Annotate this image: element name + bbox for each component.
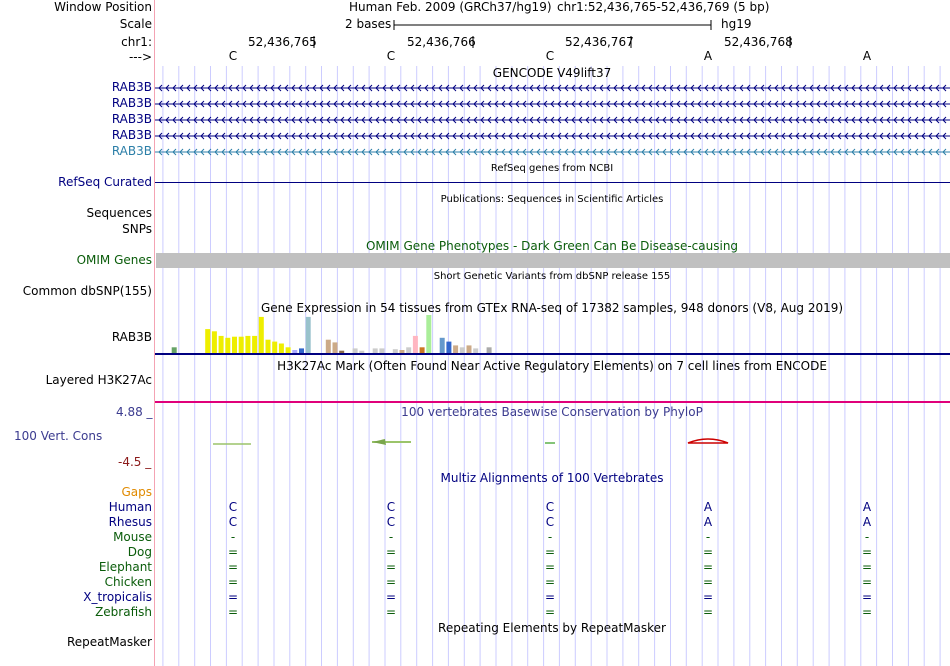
multiz-base: = <box>862 545 873 559</box>
gtex-tissue-bar[interactable] <box>440 338 445 353</box>
gtex-tissue-bar[interactable] <box>259 317 264 353</box>
gtex-tissue-bar[interactable] <box>172 347 177 353</box>
publications-snps-label[interactable]: SNPs <box>122 222 152 236</box>
dbsnp-label[interactable]: Common dbSNP(155) <box>22 284 152 298</box>
multiz-base: = <box>703 590 714 604</box>
multiz-base: C <box>386 515 396 529</box>
gtex-tissue-bar[interactable] <box>406 347 411 353</box>
base-3: C <box>545 49 555 63</box>
multiz-base: = <box>228 560 239 574</box>
gtex-label[interactable]: RAB3B <box>111 330 152 344</box>
base-4: A <box>703 49 713 63</box>
gtex-tissue-bar[interactable] <box>473 348 478 353</box>
gencode-transcripts[interactable] <box>155 80 950 160</box>
multiz-base: C <box>386 500 396 514</box>
coord-3: 52,436,767 <box>565 35 634 49</box>
multiz-base: = <box>386 560 397 574</box>
db-name: hg19 <box>721 17 752 31</box>
multiz-base: C <box>545 515 555 529</box>
strand-arrow-label: ---> <box>128 50 152 64</box>
gencode-gene-label-5[interactable]: RAB3B <box>111 144 152 158</box>
repeatmasker-track-title: Repeating Elements by RepeatMasker <box>438 621 666 635</box>
multiz-base: = <box>703 605 714 619</box>
repeatmasker-label[interactable]: RepeatMasker <box>66 635 152 649</box>
gtex-tissue-bar[interactable] <box>205 329 210 353</box>
gtex-tissue-bar[interactable] <box>379 348 384 353</box>
coord-1: 52,436,765 <box>248 35 317 49</box>
gtex-tissue-bar[interactable] <box>487 347 492 353</box>
omim-gene-bar[interactable] <box>156 253 950 268</box>
gtex-tissue-bar[interactable] <box>467 345 472 353</box>
gtex-tissue-bar[interactable] <box>446 342 451 353</box>
gencode-gene-label-2[interactable]: RAB3B <box>111 96 152 110</box>
multiz-base: - <box>230 530 236 544</box>
multiz-base: - <box>705 530 711 544</box>
publications-track-title: Publications: Sequences in Scientific Articles <box>440 194 664 205</box>
multiz-base: - <box>547 530 553 544</box>
multiz-base: = <box>386 575 397 589</box>
multiz-base: = <box>386 590 397 604</box>
gtex-tissue-bar[interactable] <box>286 347 291 353</box>
gtex-tissue-bar[interactable] <box>225 338 230 353</box>
multiz-base: = <box>703 560 714 574</box>
conservation-ymax: 4.88 _ <box>116 405 153 419</box>
scale-text: 2 bases <box>345 17 392 31</box>
publications-sequences-label[interactable]: Sequences <box>86 206 152 220</box>
gencode-gene-label-4[interactable]: RAB3B <box>111 128 152 142</box>
gencode-track-title: GENCODE V49lift37 <box>492 66 612 80</box>
gtex-tissue-bar[interactable] <box>426 315 431 353</box>
gtex-tissue-bar[interactable] <box>400 350 405 353</box>
multiz-base: A <box>862 515 872 529</box>
gtex-tissue-bar[interactable] <box>453 345 458 353</box>
gtex-tissue-bar[interactable] <box>252 336 257 353</box>
gtex-tissue-bar[interactable] <box>232 337 237 353</box>
refseq-label[interactable]: RefSeq Curated <box>58 175 152 189</box>
gtex-tissue-bar[interactable] <box>353 348 358 353</box>
gtex-tissue-bar[interactable] <box>359 351 364 353</box>
gtex-tissue-bar[interactable] <box>272 342 277 353</box>
multiz-base: C <box>228 515 238 529</box>
conservation-track-title: 100 vertebrates Basewise Conservation by PhyloP <box>401 405 703 419</box>
h3k27ac-signal-line[interactable] <box>155 401 950 403</box>
h3k27ac-label[interactable]: Layered H3K27Ac <box>45 373 152 387</box>
scale-label: Scale <box>119 17 152 31</box>
multiz-base: = <box>228 605 239 619</box>
conservation-ymin: -4.5 _ <box>118 455 152 469</box>
omim-label[interactable]: OMIM Genes <box>76 253 152 267</box>
base-1: C <box>228 49 238 63</box>
gtex-tissue-bar[interactable] <box>420 347 425 353</box>
coord-ticks <box>0 34 950 50</box>
gtex-tissue-bar[interactable] <box>413 336 418 353</box>
gtex-tissue-bar[interactable] <box>212 331 217 353</box>
multiz-base: = <box>703 545 714 559</box>
multiz-base: A <box>703 500 713 514</box>
multiz-base: = <box>703 575 714 589</box>
omim-track-title: OMIM Gene Phenotypes - Dark Green Can Be Disease-causing <box>365 239 739 253</box>
gtex-expression-bars[interactable] <box>155 315 950 357</box>
gtex-tissue-bar[interactable] <box>219 336 224 353</box>
phylop-signal[interactable] <box>155 430 950 455</box>
assembly-name: Human Feb. 2009 (GRCh37/hg19) <box>349 0 552 14</box>
gtex-tissue-bar[interactable] <box>245 336 250 353</box>
position-readout[interactable]: chr1:52,436,765-52,436,769 (5 bp) <box>557 0 770 14</box>
gtex-track-title: Gene Expression in 54 tissues from GTEx RNA-seq of 17382 samples, 948 donors (V8, Aug 2019) <box>260 301 844 315</box>
gtex-tissue-bar[interactable] <box>299 348 304 353</box>
gtex-tissue-bar[interactable] <box>460 347 465 353</box>
base-5: A <box>862 49 872 63</box>
multiz-species-label[interactable]: Human <box>108 500 152 514</box>
multiz-track-title: Multiz Alignments of 100 Vertebrates <box>440 471 664 485</box>
gtex-tissue-bar[interactable] <box>393 349 398 353</box>
multiz-species-label[interactable]: Elephant <box>98 560 152 574</box>
multiz-base: = <box>386 605 397 619</box>
multiz-base: = <box>545 575 556 589</box>
multiz-gaps-label[interactable]: Gaps <box>121 485 152 499</box>
multiz-base: = <box>228 590 239 604</box>
multiz-species-label[interactable]: Chicken <box>104 575 152 589</box>
gtex-tissue-bar[interactable] <box>279 344 284 354</box>
coord-2: 52,436,766 <box>407 35 476 49</box>
multiz-species-label[interactable]: Dog <box>127 545 152 559</box>
h3k27ac-track-title: H3K27Ac Mark (Often Found Near Active Regulatory Elements) on 7 cell lines from ENCODE <box>277 359 827 373</box>
gtex-tissue-bar[interactable] <box>306 317 311 353</box>
multiz-species-label[interactable]: X_tropicalis <box>83 590 152 604</box>
multiz-base: = <box>862 575 873 589</box>
base-2: C <box>386 49 396 63</box>
window-position-label: Window Position <box>54 0 152 14</box>
gtex-tissue-bar[interactable] <box>239 337 244 353</box>
multiz-base: = <box>545 605 556 619</box>
multiz-base: = <box>545 590 556 604</box>
multiz-base: A <box>703 515 713 529</box>
multiz-species-label[interactable]: Zebrafish <box>95 605 152 619</box>
multiz-base: C <box>228 500 238 514</box>
multiz-base: = <box>862 605 873 619</box>
chr-label: chr1: <box>121 35 152 49</box>
multiz-base: A <box>862 500 872 514</box>
gtex-tissue-bar[interactable] <box>333 342 338 353</box>
multiz-base: = <box>228 575 239 589</box>
multiz-base: = <box>862 560 873 574</box>
multiz-base: - <box>864 530 870 544</box>
multiz-base: = <box>545 545 556 559</box>
multiz-species-label[interactable]: Mouse <box>113 530 152 544</box>
gtex-tissue-bar[interactable] <box>373 348 378 353</box>
gencode-gene-label-1[interactable]: RAB3B <box>111 80 152 94</box>
coord-4: 52,436,768 <box>724 35 793 49</box>
dbsnp-track-title: Short Genetic Variants from dbSNP release 155 <box>433 271 671 282</box>
multiz-base: C <box>545 500 555 514</box>
gtex-tissue-bar[interactable] <box>292 350 297 353</box>
refseq-gene-line[interactable] <box>155 182 950 183</box>
multiz-base: - <box>388 530 394 544</box>
multiz-base: = <box>545 560 556 574</box>
gtex-tissue-bar[interactable] <box>326 340 331 353</box>
multiz-base: = <box>386 545 397 559</box>
gencode-gene-label-3[interactable]: RAB3B <box>111 112 152 126</box>
multiz-base: = <box>862 590 873 604</box>
gtex-tissue-bar[interactable] <box>266 340 271 353</box>
scale-bar <box>393 17 715 32</box>
conservation-label[interactable]: 100 Vert. Cons <box>14 429 103 443</box>
refseq-track-title: RefSeq genes from NCBI <box>490 163 614 174</box>
multiz-base: = <box>228 545 239 559</box>
gtex-tissue-bar[interactable] <box>339 351 344 353</box>
multiz-species-label[interactable]: Rhesus <box>108 515 152 529</box>
